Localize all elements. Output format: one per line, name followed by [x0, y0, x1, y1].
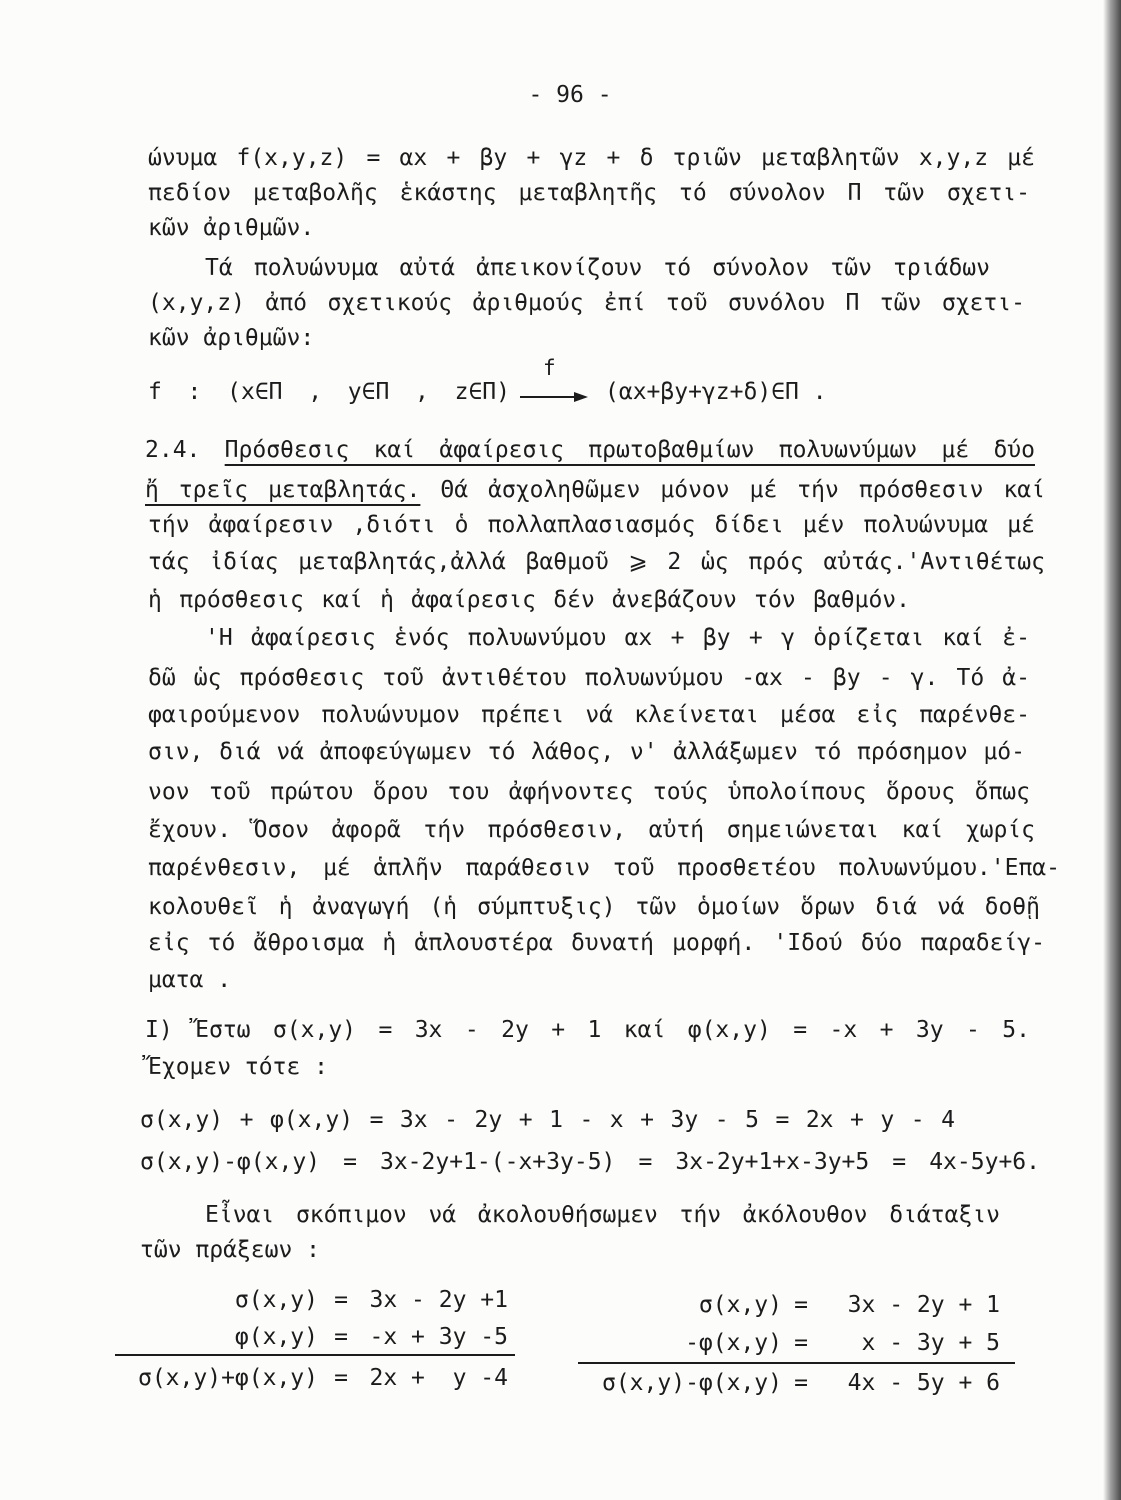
- text-line: 'Η ἀφαίρεσις ἑνός πολυωνύμου αx + βy + γ ὁρίζεται καί ἐ-: [205, 625, 1030, 651]
- scheme-equals: =: [794, 1370, 808, 1396]
- text-line: φαιρούμενον πολυώνυμον πρέπει νά κλείνεται μέσα εἰς παρένθε-: [148, 702, 1030, 728]
- text-line: ἡ πρόσθεσις καί ἡ ἀφαίρεσις δέν ἀνεβάζουν τόν βαθμόν.: [148, 587, 910, 613]
- scheme-result-rhs: 2x + y -4: [369, 1365, 508, 1391]
- scheme-lhs: φ(x,y): [234, 1324, 318, 1350]
- text-line: τῶν πράξεων :: [140, 1237, 321, 1263]
- scheme-rhs: 3x - 2y +1: [369, 1287, 508, 1313]
- scheme-equals: =: [334, 1365, 348, 1391]
- scheme-result-rhs: 4x - 5y + 6: [847, 1370, 1000, 1396]
- scheme-rhs: -x + 3y -5: [369, 1324, 508, 1350]
- scheme-result-lhs: σ(x,y)+φ(x,y): [137, 1365, 318, 1391]
- scheme-lhs: σ(x,y): [698, 1292, 782, 1318]
- text-line: Τά πολυώνυμα αὐτά ἀπεικονίζουν τό σύνολον τῶν τριάδων: [205, 255, 990, 281]
- scheme-result-lhs: σ(x,y)-φ(x,y): [601, 1370, 782, 1396]
- text-line: νον τοῦ πρώτου ὅρου του ἀφήνοντες τούς ὑπολοίπους ὅρους ὅπως: [148, 779, 1030, 805]
- arrow-label: f: [543, 356, 556, 380]
- equation-sum: σ(x,y) + φ(x,y) = 3x - 2y + 1 - x + 3y - 5 = 2x + y - 4: [140, 1107, 955, 1133]
- text-line: παρένθεσιν, μέ ἁπλῆν παράθεσιν τοῦ προσθετέου πολυωνύμου.'Επα-: [148, 855, 1060, 881]
- text-line: (x,y,z) ἀπό σχετικούς ἀριθμούς ἐπί τοῦ συνόλου Π τῶν σχετι-: [148, 290, 1025, 316]
- section-heading-line: [145, 435, 1035, 465]
- scan-edge: [1103, 0, 1121, 1500]
- example-statement: I) Ἔστω σ(x,y) = 3x - 2y + 1 καί φ(x,y) = -x + 3y - 5.: [145, 1017, 1030, 1043]
- scheme-equals: =: [334, 1324, 348, 1350]
- text-line: κῶν ἀριθμῶν.: [148, 215, 315, 241]
- sum-rule-line: [115, 1354, 515, 1356]
- page-number: - 96 -: [528, 82, 612, 108]
- text-line: τάς ἰδίας μεταβλητάς,ἀλλά βαθμοῦ ⩾ 2 ὡς πρός αὐτάς.'Αντιθέτως: [148, 549, 1045, 575]
- text-line: ματα .: [148, 967, 232, 993]
- text-line: [145, 475, 1045, 505]
- scheme-equals: =: [334, 1287, 348, 1313]
- scheme-equals: =: [794, 1292, 808, 1318]
- mapping-domain: f : (x∈Π , y∈Π , z∈Π): [148, 379, 510, 405]
- arrow-icon: [520, 388, 590, 406]
- text-line: Ἔχομεν τότε :: [148, 1054, 329, 1080]
- text-line: εἰς τό ἄθροισμα ἡ ἁπλουστέρα δυνατή μορφή. 'Ιδού δύο παραδείγ-: [148, 930, 1045, 956]
- text-line: δῶ ὡς πρόσθεσις τοῦ ἀντιθέτου πολυωνύμου -αx - βy - γ. Τό ἀ-: [148, 665, 1030, 691]
- text-line: κῶν ἀριθμῶν:: [148, 325, 315, 351]
- text-line: πεδίον μεταβολῆς ἑκάστης μεταβλητῆς τό σύνολον Π τῶν σχετι-: [148, 180, 1030, 206]
- text-line: κολουθεῖ ἡ ἀναγωγή (ἡ σύμπτυξις) τῶν ὁμοίων ὅρων διά νά δοθῇ: [148, 894, 1040, 920]
- scheme-rhs: x - 3y + 5: [861, 1330, 1000, 1356]
- text-fragment: Θά ἀσχοληθῶμεν μόνον μέ τήν πρόσθεσιν καί: [440, 477, 1045, 503]
- section-title-continued: ἤ τρεῖς μεταβλητάς.: [145, 477, 421, 503]
- text-line: ώνυμα f(x,y,z) = αx + βy + γz + δ τριῶν μεταβλητῶν x,y,z μέ: [148, 145, 1035, 171]
- text-line: τήν ἀφαίρεσιν ,διότι ὁ πολλαπλασιασμός δίδει μέν πολυώνυμα μέ: [148, 512, 1035, 538]
- scheme-lhs: -φ(x,y): [685, 1330, 782, 1356]
- text-line: ἔχουν. Ὅσον ἀφορᾶ τήν πρόσθεσιν, αὐτή σημειώνεται καί χωρίς: [148, 817, 1035, 843]
- section-number: 2.4.: [145, 437, 201, 463]
- text-line: Εἶναι σκόπιμον νά ἀκολουθήσωμεν τήν ἀκόλουθον διάταξιν: [205, 1202, 1000, 1228]
- difference-rule-line: [578, 1362, 1015, 1364]
- section-title: Πρόσθεσις καί ἀφαίρεσις πρωτοβαθμίων πολυωνύμων μέ δύο: [224, 437, 1035, 463]
- scheme-lhs: σ(x,y): [234, 1287, 318, 1313]
- text-line: σιν, διά νά ἀποφεύγωμεν τό λάθος, ν' ἀλλάξωμεν τό πρόσημον μό-: [148, 739, 1025, 765]
- scheme-rhs: 3x - 2y + 1: [847, 1292, 1000, 1318]
- mapping-codomain: (αx+βy+γz+δ)∈Π .: [605, 379, 827, 405]
- scheme-equals: =: [794, 1330, 808, 1356]
- equation-difference: σ(x,y)-φ(x,y) = 3x-2y+1-(-x+3y-5) = 3x-2y+1+x-3y+5 = 4x-5y+6.: [140, 1149, 1040, 1175]
